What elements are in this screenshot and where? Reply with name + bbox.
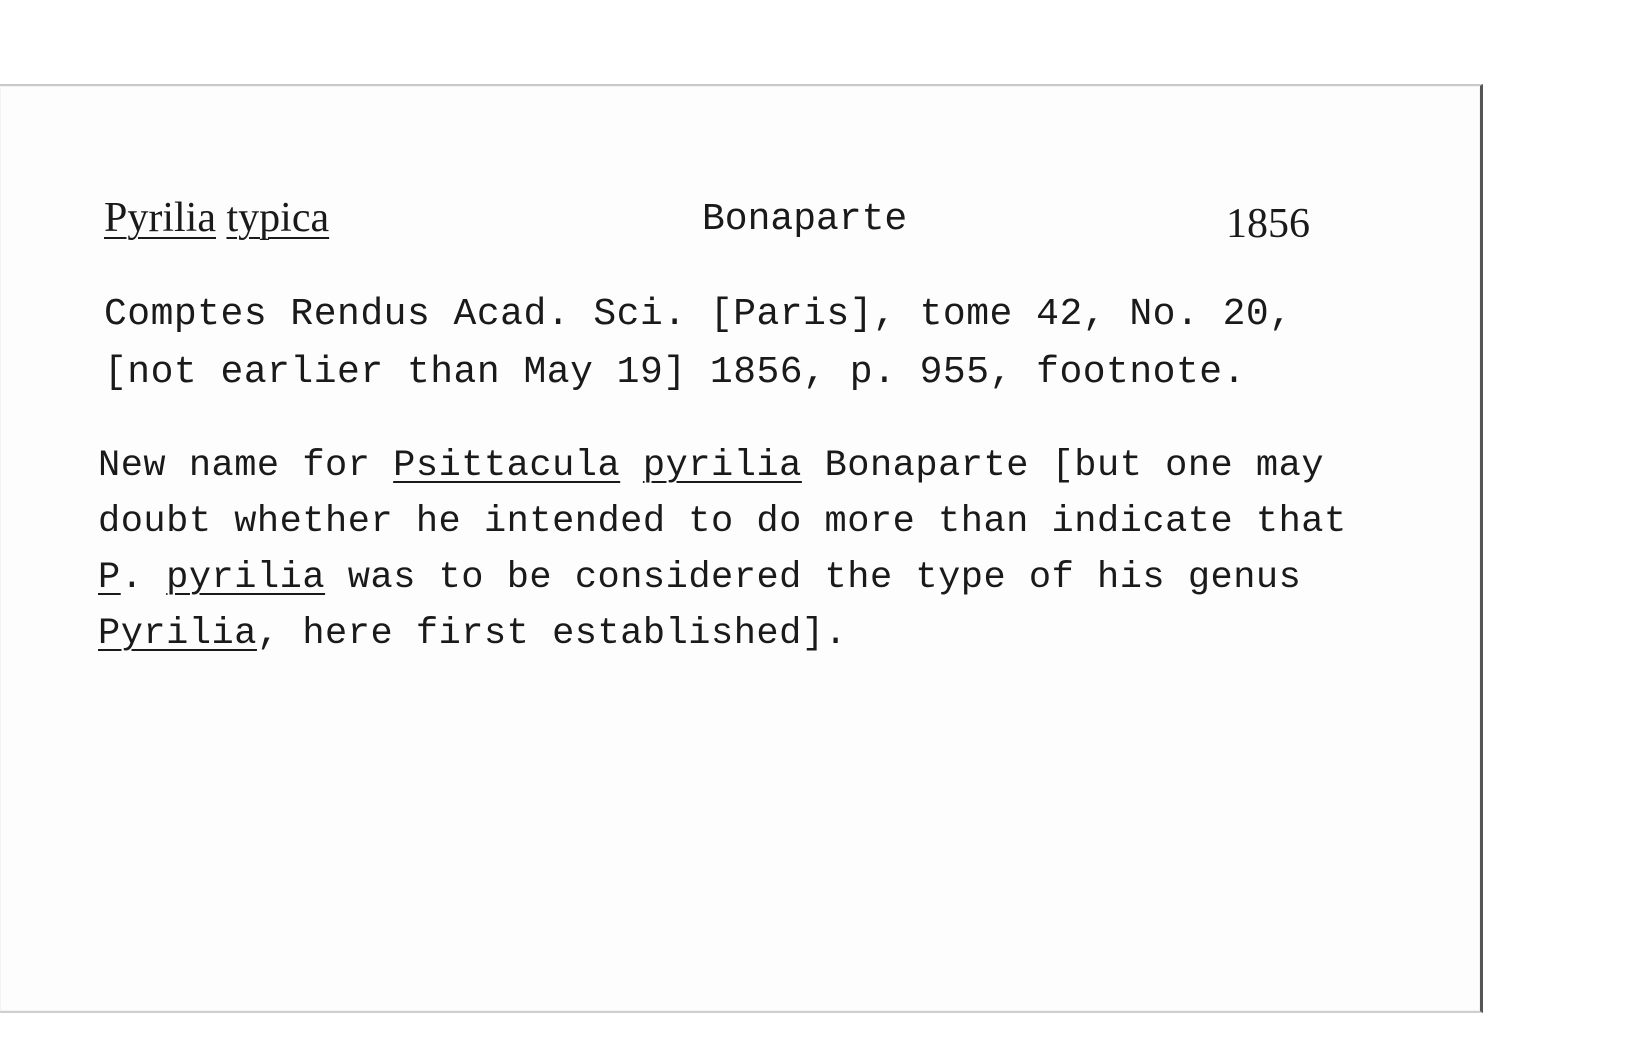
- species-name: [104, 194, 329, 242]
- card-heading: [104, 194, 1324, 247]
- index-card: [0, 84, 1483, 1013]
- abbrev-epithet: pyrilia: [166, 557, 326, 599]
- remarks-text: Bonaparte [but one may: [801, 445, 1325, 487]
- remarks-block: [98, 438, 1478, 662]
- genus-reference: Pyrilia: [98, 613, 257, 655]
- remarks-line-2: doubt whether he intended to do more than indicate that: [98, 501, 1347, 543]
- remarks-line-3: [98, 550, 1478, 606]
- author-name: Bonaparte: [702, 198, 908, 241]
- genus-name: Pyrilia: [104, 195, 216, 241]
- synonym-epithet: pyrilia: [642, 445, 802, 487]
- remarks-text: .: [120, 557, 167, 599]
- remarks-text: , here first established].: [256, 613, 848, 655]
- remarks-text: New name for: [98, 445, 394, 487]
- citation-block: [104, 286, 1404, 402]
- publication-year: 1856: [1226, 201, 1310, 247]
- remarks-text: was to be considered the type of his genus: [325, 557, 1302, 599]
- synonym-genus: Psittacula: [393, 445, 621, 487]
- citation-line-1: Comptes Rendus Acad. Sci. [Paris], tome 42, No. 20,: [104, 293, 1293, 336]
- species-epithet: typica: [226, 195, 330, 241]
- remarks-line-1: [98, 438, 1478, 494]
- citation-line-2: [not earlier than May 19] 1856, p. 955, footnote.: [104, 351, 1246, 394]
- abbrev-genus: P: [98, 557, 121, 599]
- remarks-line-4: [98, 606, 1478, 662]
